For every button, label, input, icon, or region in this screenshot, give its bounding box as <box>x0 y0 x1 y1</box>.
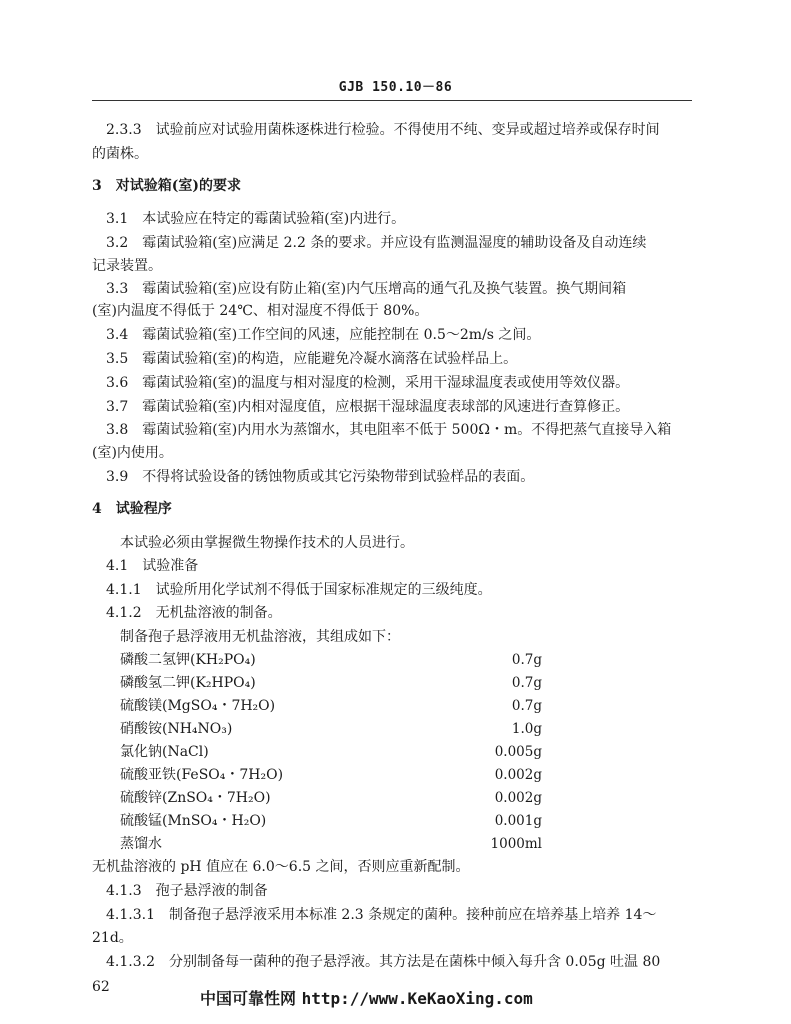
salt-row-name: 硫酸镁(MgSO₄・7H₂O) <box>120 698 276 714</box>
section-4-intro: 本试验必须由掌握微生物操作技术的人员进行。 <box>120 535 414 551</box>
salt-row-amount: 0.7g <box>511 675 542 691</box>
salt-row-amount: 1000ml <box>490 836 542 852</box>
clause-3-2-line1: 3.2 霉菌试验箱(室)应满足 2.2 条的要求。并应设有监测温湿度的辅助设备及自动连续 <box>106 235 647 251</box>
salt-row-amount: 0.7g <box>511 698 542 714</box>
salt-row-amount: 0.001g <box>494 813 542 829</box>
clause-3-5: 3.5 霉菌试验箱(室)的构造，应能避免冷凝水滴落在试验样品上。 <box>106 351 518 367</box>
clause-2-3-3-line1: 2.3.3 试验前应对试验用菌株逐株进行检验。不得使用不纯、变异或超过培养或保存时间 <box>106 122 660 138</box>
clause-3-8-line1: 3.8 霉菌试验箱(室)内用水为蒸馏水，其电阻率不低于 500Ω・m。不得把蒸气直接导入箱 <box>106 422 672 438</box>
salt-row-amount: 0.002g <box>494 767 542 783</box>
salt-row-name: 磷酸二氢钾(KH₂PO₄) <box>120 652 256 668</box>
section-4-title: 4 试验程序 <box>92 501 172 517</box>
clause-3-8-line2: (室)内使用。 <box>92 445 173 461</box>
salt-row-amount: 0.005g <box>494 744 542 760</box>
salt-row-name: 硫酸亚铁(FeSO₄・7H₂O) <box>120 767 284 783</box>
site-footer <box>200 986 533 1009</box>
clause-4-1-3-2: 4.1.3.2 分别制备每一菌种的孢子悬浮液。其方法是在菌株中倾入每升含 0.05g 吐温 80 <box>106 954 661 970</box>
document-code-header: GJB 150.10－86 <box>338 80 453 95</box>
clause-3-7: 3.7 霉菌试验箱(室)内相对湿度值，应根据干湿球温度表球部的风速进行查算修正。 <box>106 399 630 415</box>
footer-url[interactable]: http://www.KeKaoXing.com <box>301 989 533 1008</box>
clause-3-4: 3.4 霉菌试验箱(室)工作空间的风速，应能控制在 0.5～2m/s 之间。 <box>106 327 541 343</box>
clause-4-1-1: 4.1.1 试验所用化学试剂不得低于国家标准规定的三级纯度。 <box>106 582 492 598</box>
salt-row-name: 磷酸氢二钾(K₂HPO₄) <box>120 675 256 691</box>
salt-row-amount: 0.7g <box>511 652 542 668</box>
clause-3-3-line2: (室)内温度不得低于 24℃、相对湿度不得低于 80%。 <box>92 303 429 319</box>
salt-row-name: 硫酸锌(ZnSO₄・7H₂O) <box>120 790 271 806</box>
clause-3-2-line2: 记录装置。 <box>92 258 162 274</box>
ph-note: 无机盐溶液的 pH 值应在 6.0～6.5 之间，否则应重新配制。 <box>92 859 470 875</box>
salt-row-amount: 1.0g <box>511 721 542 737</box>
clause-4-1-3: 4.1.3 孢子悬浮液的制备 <box>106 883 268 899</box>
clause-3-6: 3.6 霉菌试验箱(室)的温度与相对湿度的检测，采用干湿球温度表或使用等效仪器。 <box>106 375 630 391</box>
clause-4-1-2-intro: 制备孢子悬浮液用无机盐溶液，其组成如下： <box>120 629 400 645</box>
page-number: 62 <box>92 979 110 995</box>
section-3-title: 3 对试验箱(室)的要求 <box>92 178 241 194</box>
clause-3-3-line1: 3.3 霉菌试验箱(室)应设有防止箱(室)内气压增高的通气孔及换气装置。换气期间箱 <box>106 281 627 297</box>
salt-row-amount: 0.002g <box>494 790 542 806</box>
header-divider <box>92 100 692 101</box>
salt-row-name: 蒸馏水 <box>120 836 162 852</box>
salt-row-name: 硝酸铵(NH₄NO₃) <box>120 721 233 737</box>
footer-site-name: 中国可靠性网 <box>200 989 297 1008</box>
clause-2-3-3-line2: 的菌株。 <box>92 146 148 162</box>
clause-4-1-2: 4.1.2 无机盐溶液的制备。 <box>106 605 282 621</box>
salt-row-name: 硫酸锰(MnSO₄・H₂O) <box>120 813 267 829</box>
clause-3-9: 3.9 不得将试验设备的锈蚀物质或其它污染物带到试验样品的表面。 <box>106 469 535 485</box>
clause-3-1: 3.1 本试验应在特定的霉菌试验箱(室)内进行。 <box>106 211 406 227</box>
salt-row-name: 氯化钠(NaCl) <box>120 744 209 760</box>
clause-4-1-3-1-line2: 21d。 <box>92 930 133 946</box>
clause-4-1: 4.1 试验准备 <box>106 558 199 574</box>
clause-4-1-3-1-line1: 4.1.3.1 制备孢子悬浮液采用本标准 2.3 条规定的菌种。接种前应在培养基上培养 14～ <box>106 907 657 923</box>
